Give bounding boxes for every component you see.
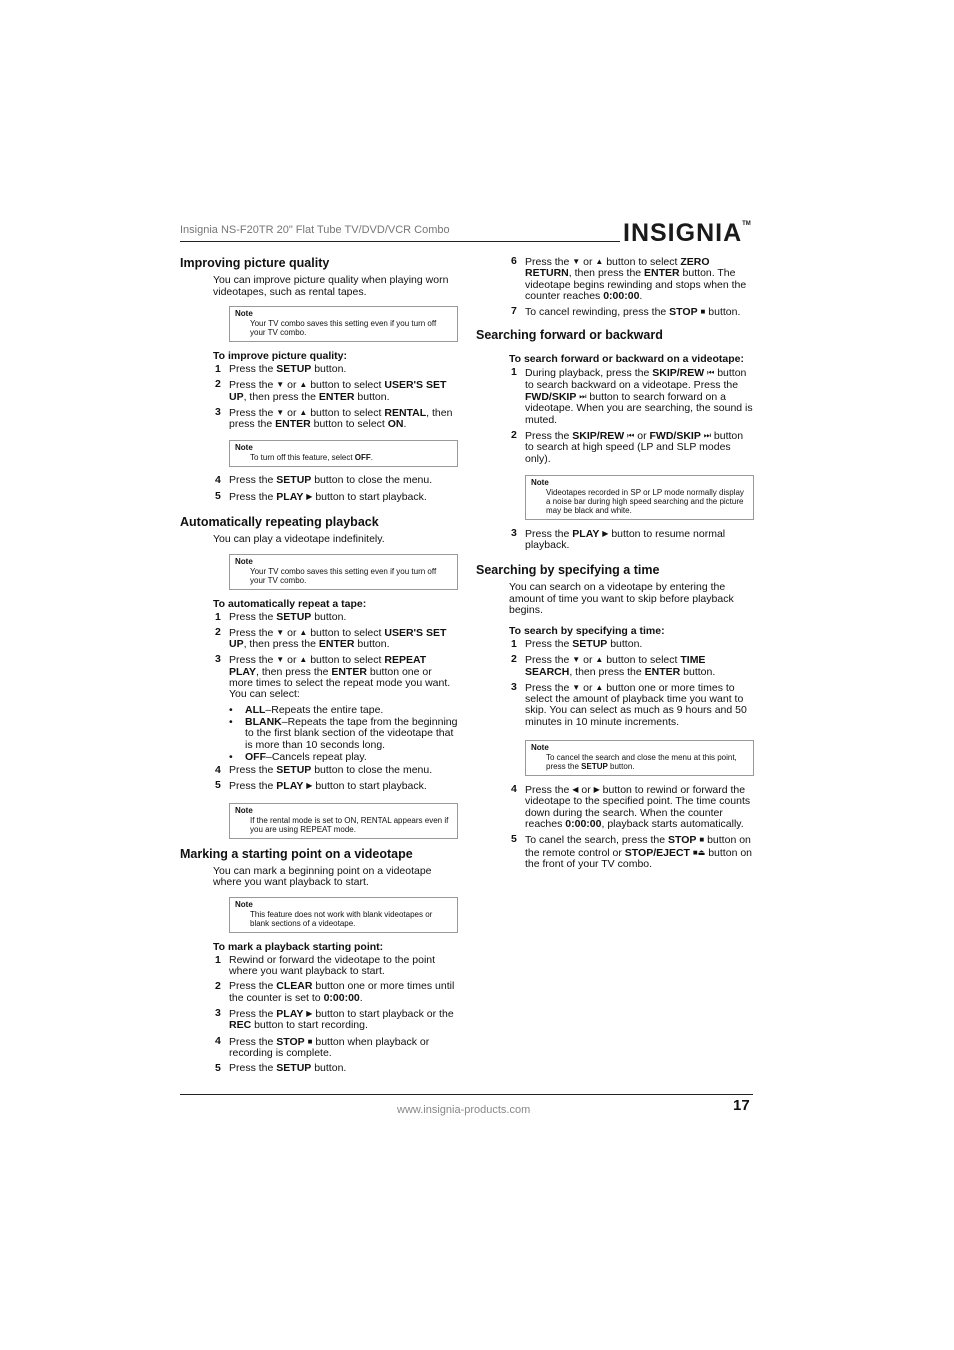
section-heading: Improving picture quality	[180, 256, 330, 270]
step-text: button to select	[603, 256, 681, 268]
step-number: 1	[215, 363, 221, 375]
button-name: SETUP	[276, 363, 312, 375]
footer-url: www.insignia-products.com	[397, 1104, 531, 1116]
menu-option: RENTAL	[384, 406, 427, 419]
procedure-heading: To search forward or backward on a videotape:	[509, 353, 744, 366]
note-box	[229, 803, 458, 839]
down-arrow-icon: ▼	[276, 407, 285, 417]
button-name: STOP/EJECT	[624, 846, 690, 859]
footer-rule	[180, 1094, 753, 1095]
step-number: 1	[511, 637, 517, 650]
step-text: Press the	[229, 1007, 277, 1020]
step-text: button one or more times to select the repeat mode you want. You can select:	[229, 665, 451, 701]
step-text: button to search forward on a videotape. When you are searching, the sound is muted.	[525, 391, 753, 426]
header-rule	[180, 241, 620, 242]
step-text: or	[284, 626, 300, 639]
step-text: button to start playback.	[312, 490, 427, 503]
down-arrow-icon: ▼	[276, 655, 285, 665]
counter-value: 0:00:00	[323, 991, 360, 1004]
step-text: .	[639, 289, 643, 302]
step-number: 3	[215, 1006, 221, 1019]
step-item	[511, 305, 754, 319]
step-item	[215, 1006, 458, 1032]
up-arrow-icon: ▲	[595, 257, 604, 266]
button-name: STOP	[276, 1035, 305, 1048]
eject-icon: ⏏	[697, 847, 706, 857]
section-heading: Searching forward or backward	[476, 328, 663, 343]
intro-text: You can mark a beginning point on a videotape where you want playback to start.	[213, 864, 432, 889]
step-text: button to select	[307, 379, 385, 392]
step-number: 4	[511, 783, 517, 796]
button-name: SKIP/REW	[572, 429, 625, 442]
button-name: ENTER	[644, 267, 680, 280]
button-name: STOP	[668, 834, 697, 847]
step-text: Press the	[229, 980, 277, 993]
down-arrow-icon: ▼	[276, 627, 285, 637]
step-item	[511, 637, 754, 650]
step-text: Press the	[229, 490, 277, 503]
step-item	[215, 653, 458, 701]
up-arrow-icon: ▲	[595, 682, 604, 692]
procedure-heading: To improve picture quality:	[213, 350, 347, 362]
step-item	[511, 366, 754, 426]
note-text-part: To turn off this feature, select	[250, 453, 355, 463]
step-text: or	[284, 654, 300, 667]
step-item	[215, 1034, 458, 1060]
skip-rew-icon: ⏮	[707, 368, 715, 378]
step-number: 2	[215, 625, 221, 638]
note-text: If the rental mode is set to ON, RENTAL appears even if you are using REPEAT mode.	[250, 815, 449, 834]
counter-value: 0:00:00	[565, 817, 602, 830]
step-text: button to select	[307, 406, 385, 419]
note-label: Note	[531, 477, 549, 487]
step-text: Press the	[229, 610, 277, 623]
step-item	[511, 833, 754, 870]
stop-icon: ■	[692, 847, 698, 857]
step-text: , then press the	[569, 665, 645, 678]
note-text-part: SETUP	[581, 762, 608, 772]
button-name: PLAY	[276, 780, 304, 793]
step-text: button.	[311, 610, 347, 623]
step-text: button one or more times to select the amount of playback time you want to skip. You can select as much as 9 hours and 50 minutes in 10 minute increments.	[525, 681, 747, 728]
step-text: To canel the search, press the	[525, 834, 668, 847]
step-text: Press the	[525, 784, 573, 797]
section-searching-forward-backward	[476, 328, 754, 551]
note-box	[229, 554, 458, 590]
list-item	[245, 705, 458, 716]
step-text: button to resume normal playback.	[525, 527, 726, 552]
step-item	[511, 428, 754, 465]
option-desc: –Repeats the entire tape.	[265, 703, 384, 716]
down-arrow-icon: ▼	[572, 655, 581, 665]
step-text: Press the	[229, 626, 277, 639]
step-text: button to start playback or the	[312, 1007, 454, 1020]
option-name: ALL	[245, 703, 266, 716]
list-item	[245, 717, 458, 751]
note-text: Your TV combo saves this setting even if you turn off your TV combo.	[250, 566, 437, 585]
step-number: 1	[511, 366, 517, 379]
step-number: 5	[215, 1062, 221, 1075]
step-text: , playback starts automatically.	[601, 817, 744, 830]
menu-option: ZERO RETURN	[525, 256, 710, 280]
stop-icon: ■	[307, 1036, 313, 1046]
note-text	[546, 753, 747, 771]
step-number: 5	[215, 489, 221, 502]
step-text: To cancel rewinding, press the	[525, 306, 670, 319]
step-item	[511, 526, 754, 552]
step-item	[215, 779, 458, 793]
section-heading: Marking a starting point on a videotape	[180, 846, 413, 861]
fwd-skip-icon: ⏭	[703, 430, 711, 440]
left-column	[180, 256, 458, 1079]
step-text: button.	[705, 306, 741, 319]
procedure-heading: To automatically repeat a tape:	[213, 597, 367, 610]
step-item	[511, 255, 754, 302]
step-item	[215, 953, 458, 978]
step-text: button to select	[307, 626, 385, 639]
running-header: Insignia NS-F20TR 20" Flat Tube TV/DVD/VCR Combo	[180, 224, 450, 236]
step-number: 3	[511, 526, 517, 539]
step-text: button to start recording.	[251, 1019, 368, 1032]
step-text: button one or more times until the counter is set to	[229, 980, 455, 1004]
step-number: 5	[511, 833, 517, 846]
step-item	[215, 474, 458, 487]
step-text: button.	[354, 390, 390, 403]
step-text: button to start playback.	[312, 780, 427, 793]
step-number: 1	[215, 953, 221, 966]
step-text: button to select	[310, 418, 388, 431]
option-desc: –Repeats the tape from the beginning to the first blank section of the videotape that is more than 10 seconds long.	[245, 715, 458, 751]
button-name: SETUP	[276, 1062, 312, 1075]
step-item	[215, 489, 458, 503]
step-text: , then press the	[256, 665, 332, 678]
note-text-part: OFF	[354, 453, 371, 463]
note-text: Videotapes recorded in SP or LP mode normally display a noise bar during high speed searching and the picture may be black and white.	[546, 487, 744, 515]
button-name: SKIP/REW	[652, 367, 705, 380]
down-arrow-icon: ▼	[572, 682, 581, 692]
step-text: button to close the menu.	[311, 764, 433, 777]
step-text: button.	[354, 638, 390, 651]
note-text-part: button.	[607, 762, 635, 772]
step-number: 2	[215, 378, 221, 391]
step-number: 2	[215, 980, 221, 993]
step-number: 1	[215, 610, 221, 623]
step-text: or	[580, 654, 596, 667]
step-text: button to select	[603, 654, 681, 667]
step-text: Press the	[229, 363, 277, 375]
step-text: or	[580, 681, 596, 694]
step-text: button on the remote control or	[525, 834, 751, 859]
intro-text: You can play a videotape indefinitely.	[213, 533, 385, 546]
procedure-heading: To mark a playback starting point:	[213, 940, 384, 953]
play-icon: ▶	[602, 528, 609, 538]
step-text: , then press the	[229, 406, 453, 431]
counter-value: 0:00:00	[603, 289, 640, 302]
step-text: button.	[311, 1062, 347, 1075]
step-text: , then press the	[243, 390, 319, 403]
step-number: 4	[215, 764, 221, 777]
option-list	[245, 705, 458, 763]
button-name: ENTER	[644, 665, 681, 678]
section-heading: Searching by specifying a time	[476, 563, 660, 578]
play-icon: ▶	[306, 491, 313, 501]
stop-icon: ■	[700, 307, 706, 317]
menu-option: USER'S SET UP	[229, 379, 447, 403]
step-text: button when playback or recording is complete.	[229, 1035, 430, 1059]
button-name: SETUP	[276, 474, 312, 487]
note-label: Note	[235, 309, 253, 318]
button-name: FWD/SKIP	[649, 429, 701, 442]
menu-option: USER'S SET UP	[229, 626, 447, 651]
menu-option: ON	[387, 418, 404, 431]
step-text: Press the	[525, 527, 573, 540]
step-text: button.	[680, 665, 716, 678]
step-item	[511, 783, 754, 830]
up-arrow-icon: ▲	[299, 655, 308, 665]
note-text: Your TV combo saves this setting even if you turn off your TV combo.	[250, 319, 437, 337]
button-name: PLAY	[276, 1007, 304, 1020]
button-name: SETUP	[276, 764, 312, 777]
step-text: , then press the	[568, 267, 645, 280]
button-name: CLEAR	[276, 980, 313, 993]
step-number: 2	[511, 428, 517, 441]
intro-text: You can improve picture quality when playing worn videotapes, such as rental tapes.	[213, 274, 449, 298]
step-text: button. The videotape begins rewinding and stops when the counter reaches	[525, 267, 747, 302]
step-text: button to search backward on a videotape. Press the	[525, 367, 747, 391]
step-text: button.	[607, 637, 643, 650]
logo-text: INSIGNIA	[623, 219, 743, 247]
section-marking-starting-point	[180, 847, 458, 1075]
skip-rew-icon: ⏮	[627, 430, 635, 440]
menu-option: REPEAT PLAY	[229, 654, 427, 678]
up-arrow-icon: ▲	[299, 627, 308, 637]
note-box	[229, 440, 458, 467]
step-text: Press the	[229, 379, 277, 392]
list-item	[245, 752, 458, 763]
step-item	[215, 980, 458, 1004]
step-text: Press the	[525, 429, 573, 442]
brand-logo	[623, 219, 751, 248]
step-text: Press the	[229, 474, 277, 487]
section-improving-picture-quality	[180, 256, 458, 503]
step-item	[215, 764, 458, 777]
option-desc: –Cancels repeat play.	[266, 750, 367, 763]
step-number: 7	[511, 305, 517, 318]
step-number: 5	[215, 779, 221, 792]
note-text-part: To cancel the search and close the menu at this point, press the	[546, 753, 737, 772]
note-label: Note	[235, 805, 253, 815]
step-text: Press the	[525, 681, 573, 694]
button-name: ENTER	[275, 418, 311, 431]
button-name: REC	[229, 1019, 252, 1032]
button-name: PLAY	[572, 527, 600, 540]
step-number: 3	[511, 680, 517, 693]
step-text: Rewind or forward the videotape to the point where you want playback to start.	[229, 953, 436, 978]
note-label: Note	[531, 743, 549, 753]
step-number: 6	[511, 255, 517, 267]
step-item	[511, 653, 754, 678]
note-label: Note	[235, 556, 253, 566]
left-arrow-icon: ◀	[572, 785, 579, 795]
step-text: or	[634, 429, 650, 442]
step-text: button to rewind or forward the videotape to the specified point. The time counts down during the search. When the counter reaches	[525, 784, 751, 830]
step-text: button to search at high speed (LP and SLP modes only).	[525, 429, 744, 465]
step-text: Press the	[525, 637, 573, 650]
step-item	[215, 378, 458, 403]
step-text: , then press the	[243, 638, 319, 651]
step-text: or	[580, 256, 596, 268]
note-box	[525, 475, 754, 520]
section-automatically-repeating-playback	[180, 515, 458, 839]
step-text: .	[359, 991, 363, 1004]
note-text	[250, 453, 451, 462]
step-text: Press the	[525, 256, 573, 268]
step-text: Press the	[229, 654, 277, 667]
step-item	[215, 1062, 458, 1075]
step-text: During playback, press the	[525, 367, 653, 380]
down-arrow-icon: ▼	[276, 380, 285, 390]
button-name: SETUP	[572, 637, 608, 650]
trademark-mark: TM	[742, 221, 751, 227]
up-arrow-icon: ▲	[299, 380, 308, 390]
step-text: Press the	[229, 1062, 277, 1075]
step-text: Press the	[229, 764, 277, 777]
section-searching-by-time	[476, 563, 754, 870]
procedure-heading: To search by specifying a time:	[509, 624, 665, 637]
right-column	[476, 256, 754, 875]
step-item	[511, 680, 754, 728]
intro-text: You can search on a videotape by entering the amount of time you want to skip before playback begins.	[509, 581, 734, 617]
menu-option: TIME SEARCH	[525, 654, 706, 678]
step-number: 3	[215, 405, 221, 418]
play-icon: ▶	[306, 1008, 313, 1018]
step-text: or	[578, 784, 594, 797]
step-text: or	[284, 379, 300, 392]
step-number: 2	[511, 653, 517, 666]
option-name: BLANK	[245, 715, 282, 728]
down-arrow-icon: ▼	[572, 257, 581, 266]
step-text: Press the	[525, 654, 573, 667]
step-text: button to close the menu.	[311, 474, 433, 487]
button-name: STOP	[669, 306, 698, 319]
right-arrow-icon: ▶	[593, 785, 600, 795]
note-text-part: .	[370, 453, 374, 463]
note-label: Note	[235, 899, 253, 909]
step-text: or	[284, 406, 300, 419]
button-name: ENTER	[331, 665, 367, 678]
section-zero-return-steps	[476, 256, 754, 318]
step-item	[215, 363, 458, 375]
button-name: FWD/SKIP	[525, 391, 577, 404]
step-number: 3	[215, 653, 221, 666]
button-name: SETUP	[276, 610, 312, 623]
note-box	[525, 740, 754, 776]
option-name: OFF	[245, 750, 266, 763]
step-text: Press the	[229, 1035, 277, 1048]
section-heading: Automatically repeating playback	[180, 515, 379, 530]
note-text: This feature does not work with blank videotapes or blank sections of a videotape.	[250, 909, 433, 928]
button-name: ENTER	[318, 638, 355, 651]
step-text: button on the front of your TV combo.	[525, 846, 753, 870]
up-arrow-icon: ▲	[299, 407, 308, 417]
step-text: .	[403, 418, 407, 431]
note-label: Note	[235, 443, 253, 453]
step-text: button.	[311, 363, 347, 375]
button-name: ENTER	[318, 390, 355, 403]
note-box	[229, 306, 458, 342]
step-text: Press the	[229, 780, 277, 793]
button-name: PLAY	[276, 490, 304, 503]
step-number: 4	[215, 474, 221, 487]
play-icon: ▶	[306, 781, 313, 791]
page-number: 17	[733, 1097, 750, 1114]
step-item	[215, 610, 458, 623]
step-item	[215, 405, 458, 431]
fwd-skip-icon: ⏭	[579, 392, 587, 402]
step-text: button to select	[307, 654, 385, 667]
step-item	[215, 625, 458, 651]
up-arrow-icon: ▲	[595, 655, 604, 665]
step-number: 4	[215, 1034, 221, 1047]
step-text: Press the	[229, 406, 277, 419]
note-box	[229, 897, 458, 933]
stop-icon: ■	[699, 835, 705, 845]
